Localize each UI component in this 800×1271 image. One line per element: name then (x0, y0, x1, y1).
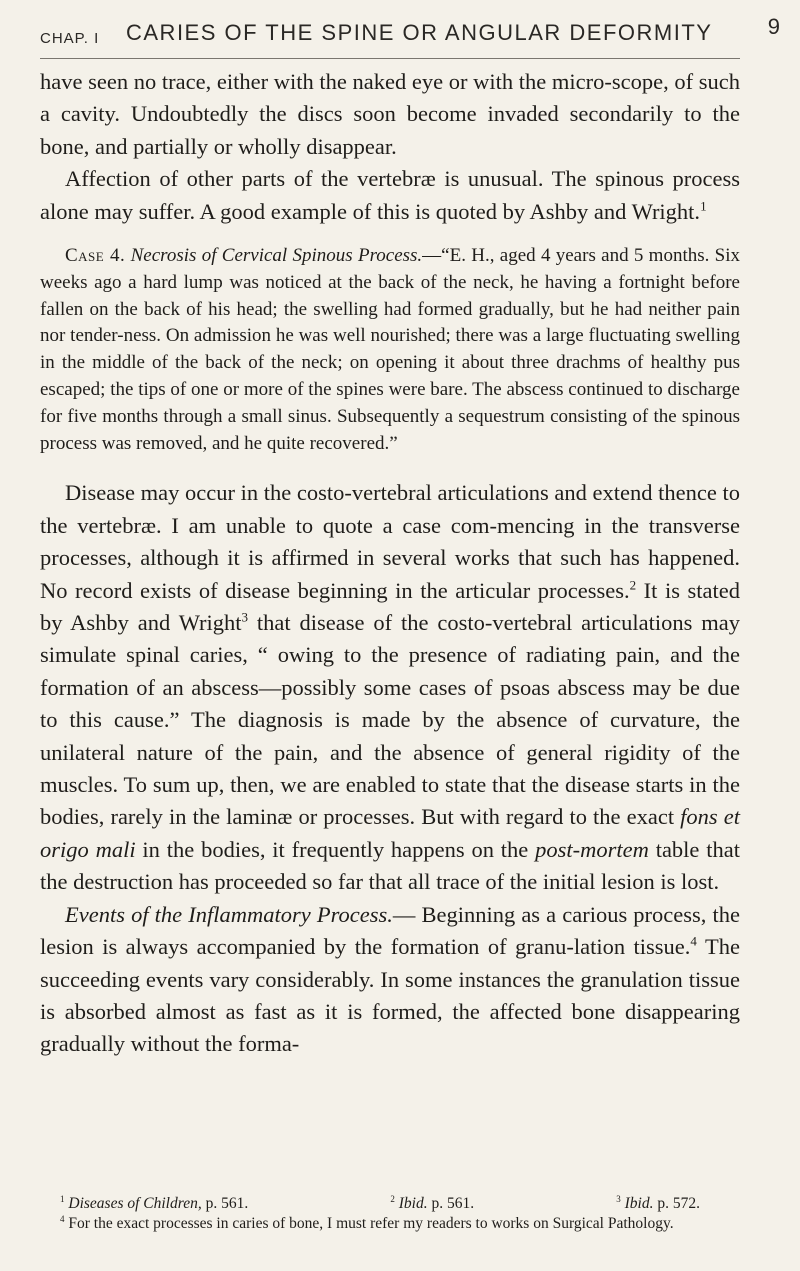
footnote-page: p. 561. (427, 1195, 475, 1212)
case-title: Necrosis of Cervical Spinous Process. (130, 245, 423, 267)
footnote-row (40, 1194, 740, 1214)
footnote-ref[interactable]: 4 (690, 933, 697, 949)
footnote-source: Ibid. (398, 1195, 428, 1212)
footnote-number: 2 (390, 1194, 395, 1205)
footnote-ref[interactable]: 1 (700, 198, 707, 214)
paragraph-text: Affection of other parts of the vertebræ is unusual. The spinous process alone may suffer. A good example of this is quoted by Ashby and Wright. (40, 166, 740, 224)
footnote-source: Ibid. (624, 1195, 654, 1212)
running-header (40, 8, 780, 48)
paragraph-discs (40, 66, 740, 163)
section-title: Events of the Inflammatory Process. (65, 901, 393, 927)
header-rule (40, 58, 740, 59)
latin-phrase: fons et origo mali (40, 804, 741, 862)
paragraph-text: that disease of the costo-vertebral articulations may simulate spinal caries, “ owing to the presence of radiating pain, and the formation of an abscess—possibly some cases of psoas abscess may be due to this cause.” The diagnosis is made by the absence of curvature, the unilateral nature of the pain, and the absence of general rigidity of the muscles. To sum up, then, we are enabled to state that the disease starts in the bodies, rarely in the laminæ or processes. But with regard to the exact (40, 610, 740, 830)
footnote-2 (390, 1194, 474, 1214)
footnote-number: 3 (616, 1194, 621, 1205)
footnote-page: p. 572. (653, 1195, 700, 1212)
page-body (40, 66, 740, 1061)
paragraph-text: The succeeding events vary considerably. In some instances the granulation tissue is absorbed almost as fast as it is formed, the affected bone disappearing gradually without the forma- (40, 934, 740, 1057)
footnote-ref[interactable]: 3 (241, 609, 249, 625)
footnote-source: Diseases of Children, (68, 1195, 202, 1212)
footnotes (40, 1194, 740, 1233)
footnote-ref[interactable]: 2 (629, 577, 637, 593)
chapter-label: CHAP. I (40, 30, 100, 47)
footnote-number: 4 (60, 1213, 65, 1224)
case-report (40, 243, 740, 457)
case-text: —“E. H., aged 4 years and 5 months. Six weeks ago a hard lump was noticed at the back of the neck, he having a fortnight before fallen on the back of his head; the swelling had formed gradually, but he had neither pain nor tender-ness. On admission he was well nourished; there was a large fluctuating swelling in the middle of the back of the neck; on opening it about three drachms of healthy pus escaped; the tips of one or more of the spines were bare. The abscess continued to discharge for five months through a small sinus. Subsequently a sequestrum consisting of the spinous process was removed, and he quite recovered.” (40, 245, 741, 454)
footnote-number: 1 (60, 1194, 65, 1205)
paragraph-text: Disease may occur in the costo-vertebral articulations and extend thence to the vertebræ. I am unable to quote a case com-mencing in the transverse processes, although it is affirmed in several works that such has happened. No record exists of disease beginning in the articular processes. (40, 480, 740, 603)
footnote-page: p. 561. (201, 1195, 249, 1212)
footnote-text: For the exact processes in caries of bone, I must refer my readers to works on Surgical Pathology. (68, 1214, 674, 1232)
footnote-4 (40, 1214, 740, 1234)
paragraph-text: — Beginning as a carious process, the lesion is always accompanied by the formation of granu-lation tissue. (40, 901, 740, 960)
paragraph-text: have seen no trace, either with the naked eye or with the micro-scope, of such a cavity. Undoubtedly the discs soon become invaded secondarily to the bone, and partially or wholly disappear. (40, 69, 740, 159)
latin-phrase: post-mortem (535, 836, 649, 862)
paragraph-costo-vertebral (40, 477, 740, 898)
paragraph-inflammatory (40, 899, 740, 1061)
paragraph-affection (40, 163, 740, 228)
page-number: 9 (767, 14, 780, 39)
paragraph-text: table that the destruction has proceeded so far that all trace of the initial lesion is lost. (40, 836, 740, 895)
paragraph-text: It is stated by Ashby and Wright (40, 577, 741, 636)
running-title: CARIES OF THE SPINE OR ANGULAR DEFORMITY (126, 20, 713, 45)
case-label: Case 4. (65, 245, 126, 267)
footnote-1 (60, 1194, 248, 1214)
footnote-3 (616, 1194, 700, 1214)
paragraph-text: in the bodies, it frequently happens on the (135, 836, 536, 862)
